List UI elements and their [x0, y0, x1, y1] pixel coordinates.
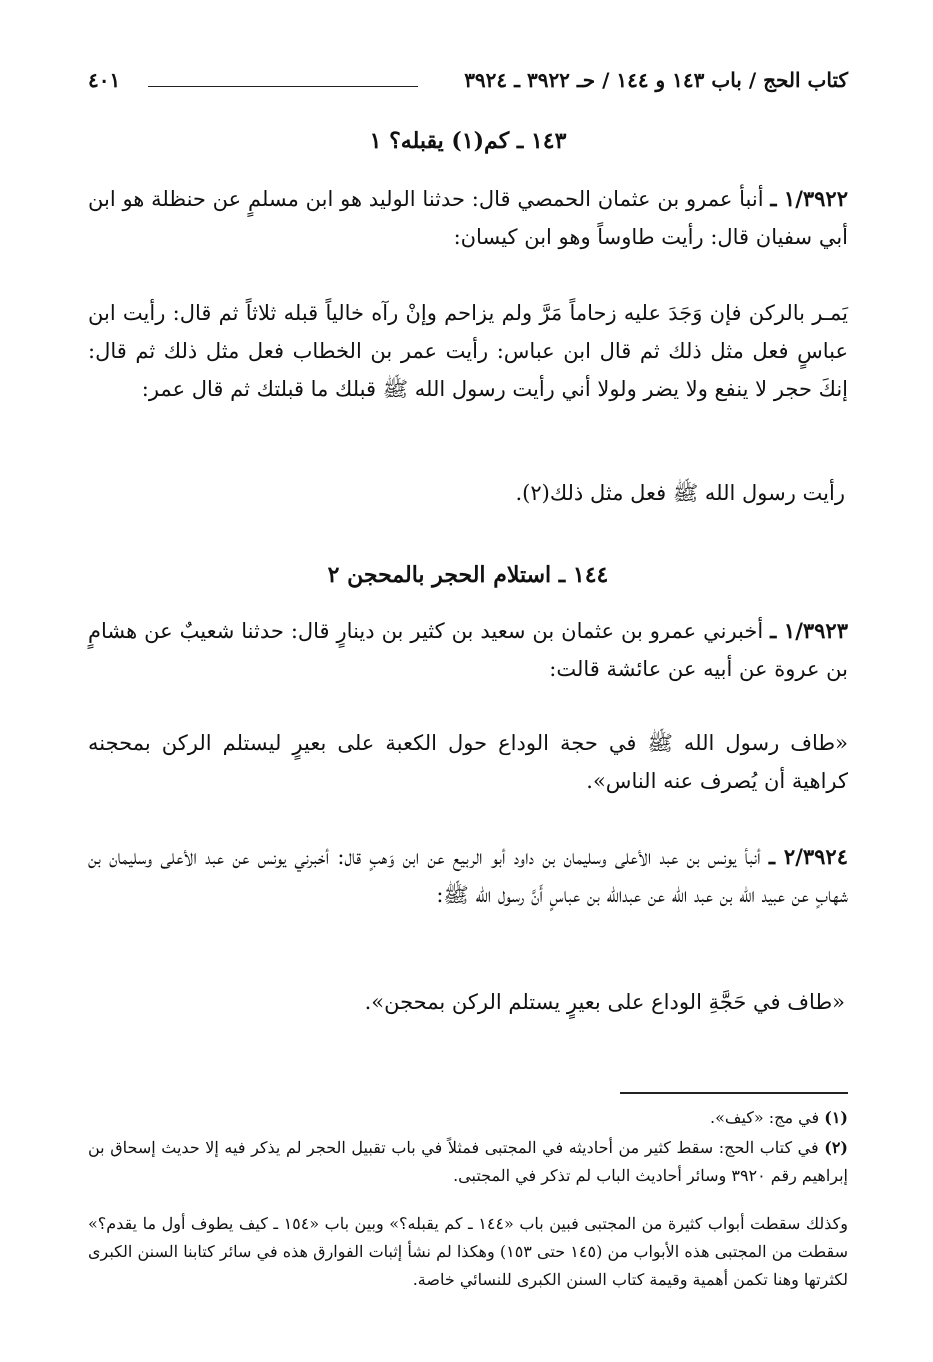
- isnad-text: أنبأ يونس بن عبد الأعلى وسليمان بن داود أبو الربيع عن ابن وَهبٍ قال: أخبرني يونس عن عبد الأعلى وسليمان بن شهابٍ عن عبيد الله بن عبد الله عن عبدالله بن عباسٍ أَنَّ رسول الله ﷺ:: [88, 845, 848, 907]
- hadith-3922-matn: يَمـر بالركن فإن وَجَدَ عليه زحاماً مَرَّ ولم يزاحم وإنْ رآه خالياً قبله ثلاثاً ثم قال: رأيت ابن عباسٍ فعل مثل ذلك ثم قال ابن عباس: رأيت عمر بن الخطاب فعل مثل ذلك ثم قال: إنكَ حجر لا ينفع ولا يضر ولولا أني رأيت رسول الله ﷺ قبلك ما قبلتك ثم قال عمر:: [88, 301, 848, 401]
- hadith-number: ٢/٣٩٢٤ ـ: [768, 844, 848, 869]
- footnote-number: (١): [824, 1108, 848, 1127]
- section-heading-144: ١٤٤ ـ استلام الحجر بالمحجن ٢: [327, 562, 609, 588]
- isnad-text: أخبرني عمرو بن عثمان بن سعيد بن كثير بن دينارٍ قال: حدثنا شعيبٌ عن هشامٍ بن عروة عن أبيه عن عائشة قالت:: [88, 619, 848, 681]
- footnote-separator: [620, 1092, 848, 1094]
- page-number: ٤٠١: [88, 68, 121, 92]
- running-header: [88, 68, 848, 98]
- hadith-number: ١/٣٩٢٢ ـ: [770, 186, 848, 211]
- footnote-text: وكذلك سقطت أبواب كثيرة من المجتبى فبين باب «١٤٤ ـ كم يقبله؟» وبين باب «١٥٤ ـ كيف يطوف أول ما يقدم؟» سقطت من المجتبى هذه الأبواب من (١٤٥ حتى ١٥٣) وهكذا لم نشأ إثبات الفوارق هذه في سائر كتابنا السنن الكبرى لكثرتها وهنا تكمن أهمية وقيمة كتاب السنن الكبرى للنسائي خاصة.: [88, 1214, 849, 1289]
- header-title: كتاب الحج / باب ١٤٣ و ١٤٤ / حـ ٣٩٢٢ ـ ٣٩٢٤: [464, 68, 848, 92]
- isnad-text: أنبأ عمرو بن عثمان الحمصي قال: حدثنا الوليد هو ابن مسلمٍ عن حنظلة هو ابن أبي سفيان قال: رأيت طاوساً وهو ابن كيسان:: [88, 187, 848, 249]
- hadith-3923-matn: «طاف رسول الله ﷺ في حجة الوداع حول الكعبة على بعيرٍ ليستلم الركن بمحجنه كراهية أن يُصرف عنه الناس».: [88, 731, 848, 793]
- hadith-3924-isnad: [88, 838, 848, 914]
- hadith-3922-matn-end: رأيت رسول الله ﷺ فعل مثل ذلك(٢).: [515, 481, 845, 505]
- hadith-3923-isnad: [88, 612, 848, 688]
- hadith-3922-isnad: [88, 180, 848, 256]
- footnote-text: في كتاب الحج: سقط كثير من أحاديثه في المجتبى فمثلاً في باب تقبيل الحجر لم يذكر فيه إلا حديث إسحاق بن إبراهيم رقم ٣٩٢٠ وسائر أحاديث الباب لم تذكر في المجتبى.: [88, 1138, 848, 1185]
- footnote-text: في مج: «كيف».: [710, 1108, 820, 1127]
- footnote-2: [88, 1134, 848, 1190]
- footnote-2-continued: [88, 1210, 848, 1294]
- section-heading-143: ١٤٣ ـ كم(١) يقبله؟ ١: [369, 128, 567, 154]
- hadith-3924-matn: «طاف في حَجَّةِ الوداع على بعيرٍ يستلم الركن بمحجن».: [364, 990, 845, 1014]
- footnote-number: (٢): [824, 1138, 848, 1157]
- hadith-number: ١/٣٩٢٣ ـ: [770, 618, 848, 643]
- footnote-1: [88, 1104, 848, 1132]
- header-rule: [148, 86, 418, 87]
